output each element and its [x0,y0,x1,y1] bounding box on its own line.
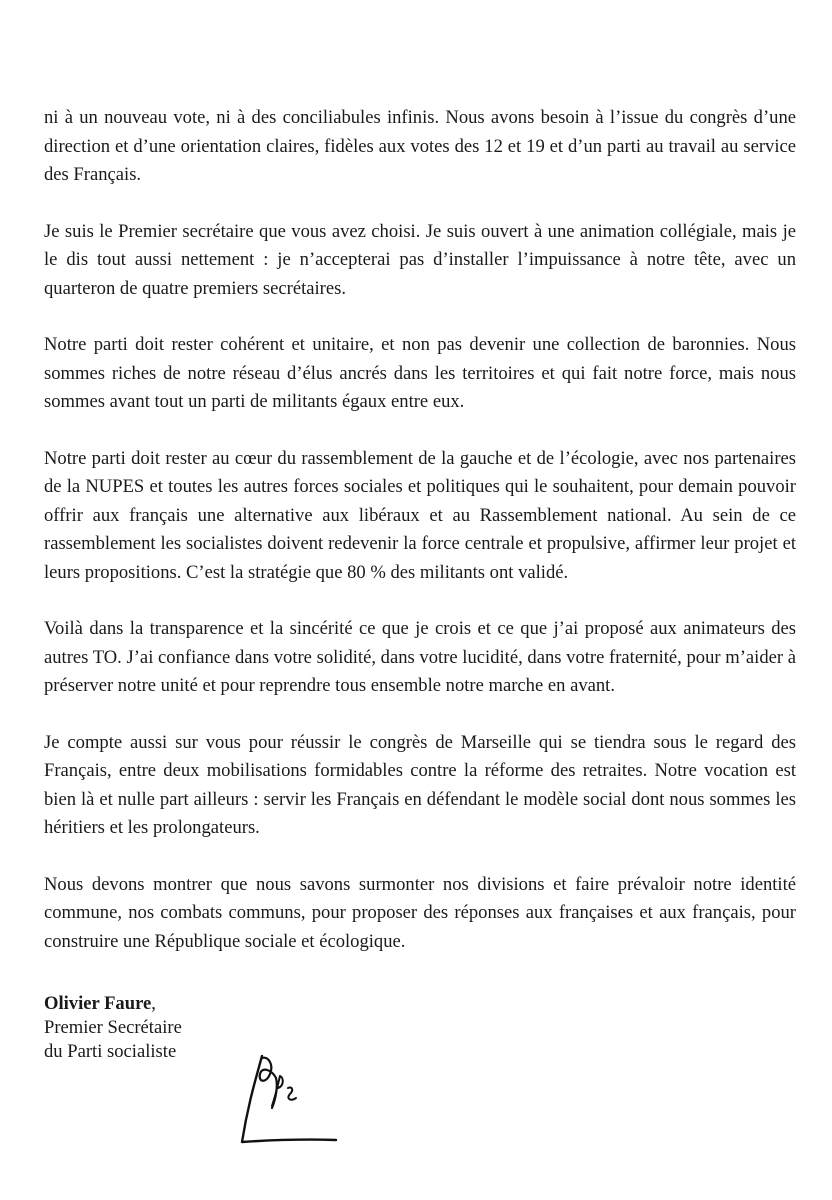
signer-name-line [44,992,796,1016]
signer-name-comma: , [151,993,156,1014]
signer-name: Olivier Faure [44,993,152,1014]
paragraph-4: Notre parti doit rester au cœur du rassemblement de la gauche et de l’écologie, avec nos partenaires de la NUPES et toutes les autres forces sociales et politiques qui le souhaitent, pour demain pouvoir offrir aux français une alternative aux libéraux et au Rassemblement national. Au sein de ce rassemblement les socialistes doivent redevenir la force centrale et propulsive, affirmer leur projet et leurs propositions. C’est la stratégie que 80 % des militants ont validé. [44,447,796,583]
paragraph-6: Je compte aussi sur vous pour réussir le congrès de Marseille qui se tiendra sous le regard des Français, entre deux mobilisations formidables contre la réforme des retraites. Notre vocation est bien là et nulle part ailleurs : servir les Français en défendant le modèle social dont nous sommes les héritiers et les prolongateurs. [44,731,796,838]
paragraph-3: Notre parti doit rester cohérent et unitaire, et non pas devenir une collection de baronnies. Nous sommes riches de notre réseau d’élus ancrés dans les territoires et qui fait notre force, mais nous sommes avant tout un parti de militants égaux entre eux. [44,334,796,412]
handwritten-signature [232,1048,344,1152]
signer-organization: du Parti socialiste [44,1041,177,1062]
paragraph-2: Je suis le Premier secrétaire que vous avez choisi. Je suis ouvert à une animation collégiale, mais je le dis tout aussi nettement : je n’accepterai pas d’installer l’impuissance à notre tête, avec un quarteron de quatre premiers secrétaires. [44,220,796,299]
paragraph-5: Voilà dans la transparence et la sincérité ce que je crois et ce que j’ai proposé aux animateurs des autres TO. J’ai confiance dans votre solidité, dans votre lucidité, dans votre fraternité, pour m’aider à préserver notre unité et pour reprendre tous ensemble notre marche en avant. [44,618,796,696]
signature-block [44,992,796,1064]
paragraph-1: ni à un nouveau vote, ni à des conciliabules infinis. Nous avons besoin à l’issue du congrès d’une direction et d’une orientation claires, fidèles aux votes des 12 et 19 et d’un parti au travail au service des Français. [44,107,796,185]
letter-body [44,104,796,1064]
signer-title: Premier Secrétaire [44,1017,182,1038]
paragraph-7: Nous devons montrer que nous savons surmonter nos divisions et faire prévaloir notre identité commune, nos combats communs, pour proposer des réponses aux françaises et aux français, pour construire une République sociale et écologique. [44,873,796,952]
